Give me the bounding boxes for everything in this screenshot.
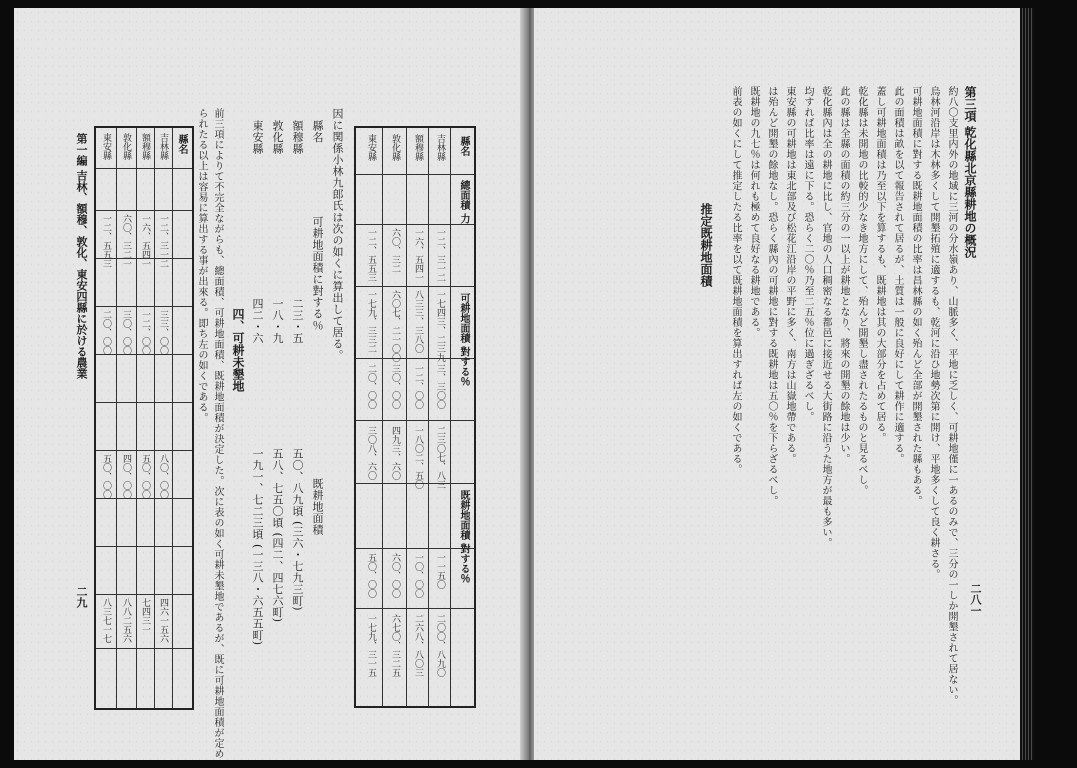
t1-cell: 五〇、〇〇 — [366, 553, 376, 598]
t2-row-county: 敦化縣 — [271, 120, 284, 155]
left-page — [14, 8, 526, 760]
t1-cell: 一七九、三三二 — [366, 290, 376, 353]
t2-row-area: 五八、七五〇頃 (四二、四七六町) — [271, 448, 284, 623]
left-running-title: 第一編 吉林、額穆、敦化、東安四縣に於ける農業 — [75, 133, 88, 379]
t1-cell: 一二、三一二 — [435, 228, 445, 282]
right-subheading: 推定既耕地面積 — [699, 203, 713, 287]
t3-cell: 五〇、〇〇 — [101, 454, 111, 499]
t3-cell: 四〇、〇〇 — [121, 454, 131, 499]
t2-header: 可耕地面積に對する％ — [311, 216, 324, 331]
t1-row-county: 敦化縣 — [390, 134, 400, 161]
t3-cell: 八〇、〇〇 — [158, 454, 168, 499]
t1-header-cultivated: 既耕地面積 對する％ — [458, 490, 469, 584]
t3-cell: 一二、〇〇 — [140, 310, 150, 355]
t1-row-county: 吉林縣 — [435, 134, 445, 161]
right-page-number: 二八一 — [969, 583, 982, 616]
t1-cell: 三、三〇〇 — [435, 364, 445, 409]
t3-cell: 八三七一七 — [101, 598, 111, 643]
t1-cell: 六〇七、二一〇〇 — [390, 290, 400, 362]
t1-cell: 二〇、〇〇 — [366, 364, 376, 409]
t3-cell: 八八二五六 — [121, 598, 131, 643]
t1-cell: 一二、五五三 — [366, 228, 376, 282]
t1-cell: 六〇、〇〇 — [390, 553, 400, 598]
right-section-heading: 第三項 乾化縣北京縣耕地の概況 — [963, 86, 977, 259]
t1-cell: 二三〇七、八三 — [435, 426, 445, 489]
t1-cell: 一六、五四一 — [413, 228, 423, 282]
section-heading-unreclaimed: 四、可耕未墾地 — [231, 308, 245, 392]
t1-cell: 三〇、〇〇 — [390, 364, 400, 409]
t2-row-percent: 一八・九 — [271, 298, 284, 344]
right-body-line: 烏林河沿岸は木林多くして開墾拓殖に適するも、乾河に沿ひ地勢次第に開け、平地多くして良く耕さる。 — [928, 86, 939, 580]
right-body-line: 均すれば比率は遠に下る。恐らく二〇％乃至二五％位に過ぎざるべし。 — [802, 86, 813, 422]
right-body-line: 既耕地の九七％は何れも極めて良好なる耕地である。 — [748, 86, 759, 338]
t3-cell: 五〇、〇〇 — [140, 454, 150, 499]
t1-cell: 二〇〇、八九〇 — [435, 614, 445, 677]
right-page — [534, 8, 1034, 760]
right-body-line: は殆んど開墾の餘地なし。恐らく縣內の可耕地に對する既耕地は五〇％を下らざるべし。 — [766, 86, 777, 506]
t1-header-county: 縣名 — [458, 136, 469, 156]
t2-row-area: 一九一、七二三頃 (一三八・六五五町) — [251, 448, 264, 646]
t1-cell: 一七四三、二三九 — [435, 290, 445, 362]
t2-row-area: 五〇、八九頃 (三六・七九三町) — [291, 448, 304, 612]
t1-cell: 四九三、六〇 — [390, 426, 400, 480]
t3-cell: 七四三一 — [140, 598, 150, 634]
table-unreclaimed-area — [94, 126, 194, 710]
t2-header: 既耕地面積 — [311, 478, 324, 536]
t2-row-percent: 二三・五 — [291, 298, 304, 344]
t1-header-arable: 可耕地面積 對する％ — [458, 293, 469, 387]
t1-cell: 一七九、三一五 — [366, 614, 376, 677]
t3-cell: 二〇、〇〇 — [101, 310, 111, 355]
right-body-line: 此の縣は全縣の面積の約三分の一以上が耕地となり、將來の開墾の餘地は少い。 — [838, 86, 849, 464]
left-body-line: られたる以上は容易に算出する事が出來る。即ち左の如くである。 — [196, 108, 207, 423]
t1-cell: 一二、〇〇 — [413, 364, 423, 409]
intro-text: 因に関係小林九郎氏は次の如くに算出して居る。 — [331, 108, 344, 361]
t1-cell: 三〇八、六〇 — [366, 426, 376, 480]
t3-cell: 一二、五五三 — [101, 214, 111, 268]
right-body-line: 此の面積は畝を以て報告されて居るが、土質は一般に良好にして耕作に適する。 — [892, 86, 903, 464]
left-body-line: 前三項によりて不完全ながらも、總面積、可耕地面積、既耕地面積が決定した。次に表の如く可耕未墾地であるが、既に可耕地面積が定め — [212, 108, 223, 759]
right-body-line: 東安縣の可耕地は東北部及び松花江沿岸の平野に多く、南方は山嶽地帶である。 — [784, 86, 795, 464]
right-body-line: 乾化縣內は全の耕地に比し、官地の人口稠密なる都邑に接近せる大街路に沿うた地方が最も多い。 — [820, 86, 831, 548]
t1-cell: 一八〇二、五〇 — [413, 426, 423, 489]
t1-row-county: 東安縣 — [366, 134, 376, 161]
t3-row-county: 敦化縣 — [121, 133, 131, 160]
t3-row-county: 東安縣 — [101, 133, 111, 160]
t3-cell: 三〇、〇〇 — [121, 310, 131, 355]
book-spread — [14, 8, 1034, 760]
t3-cell: 三三、〇〇 — [158, 310, 168, 355]
t3-row-county: 吉林縣 — [158, 133, 168, 160]
t1-cell: 二六八、八〇三 — [413, 614, 423, 677]
right-body-line: 可耕地面積に對する既耕地面積の比率は昌林縣の如く殆んど全部が開墾された縣もある。 — [910, 86, 921, 506]
t3-cell: 六〇、三二一 — [121, 214, 131, 268]
t3-row-county: 額穆縣 — [140, 133, 150, 160]
t2-row-county: 額穆縣 — [291, 120, 304, 155]
t3-header-county: 縣名 — [176, 134, 187, 154]
t1-cell: 八三三、三八〇 — [413, 290, 423, 353]
t3-cell: 四六一五六 — [158, 598, 168, 643]
t1-row-county: 額穆縣 — [413, 134, 423, 161]
t1-cell: 一一五〇 — [435, 553, 445, 589]
right-body-line: 前表の如くにして推定したる比率を以て既耕地面積を算出すれば左の如くである。 — [730, 86, 741, 475]
t1-cell: 六〇、三二 — [390, 228, 400, 273]
t3-cell: 一二、三一二 — [158, 214, 168, 268]
t1-cell: 六七〇、三二五 — [390, 614, 400, 677]
t1-cell: 一〇、〇〇 — [413, 553, 423, 598]
right-body-line: 蓋し可耕地面積は乃至以下を算するも、既耕地は其の大部分を占めて居る。 — [874, 86, 885, 443]
t2-header: 縣名 — [311, 120, 324, 143]
t2-row-percent: 四二・六 — [251, 298, 264, 344]
right-body-line: 約八〇支里内外の地域に三河の分水嶺あり、山脈多く、平地に乏しく、可耕地僅に一あるのみで、三分の一しか開墾されて居ない。 — [946, 86, 957, 706]
t3-cell: 一六、五四一 — [140, 214, 150, 268]
right-body-line: 乾化縣は未開地の比較的少なき地方にして、殆んど開墾し盡されたるものと見るべし。 — [856, 86, 867, 496]
table-cultivable-area — [354, 126, 476, 708]
t1-header-total-ri: 總面積 力 — [458, 180, 469, 224]
t2-row-county: 東安縣 — [251, 120, 264, 155]
page-edges — [1020, 8, 1034, 760]
left-page-number: 二九 — [75, 586, 88, 608]
